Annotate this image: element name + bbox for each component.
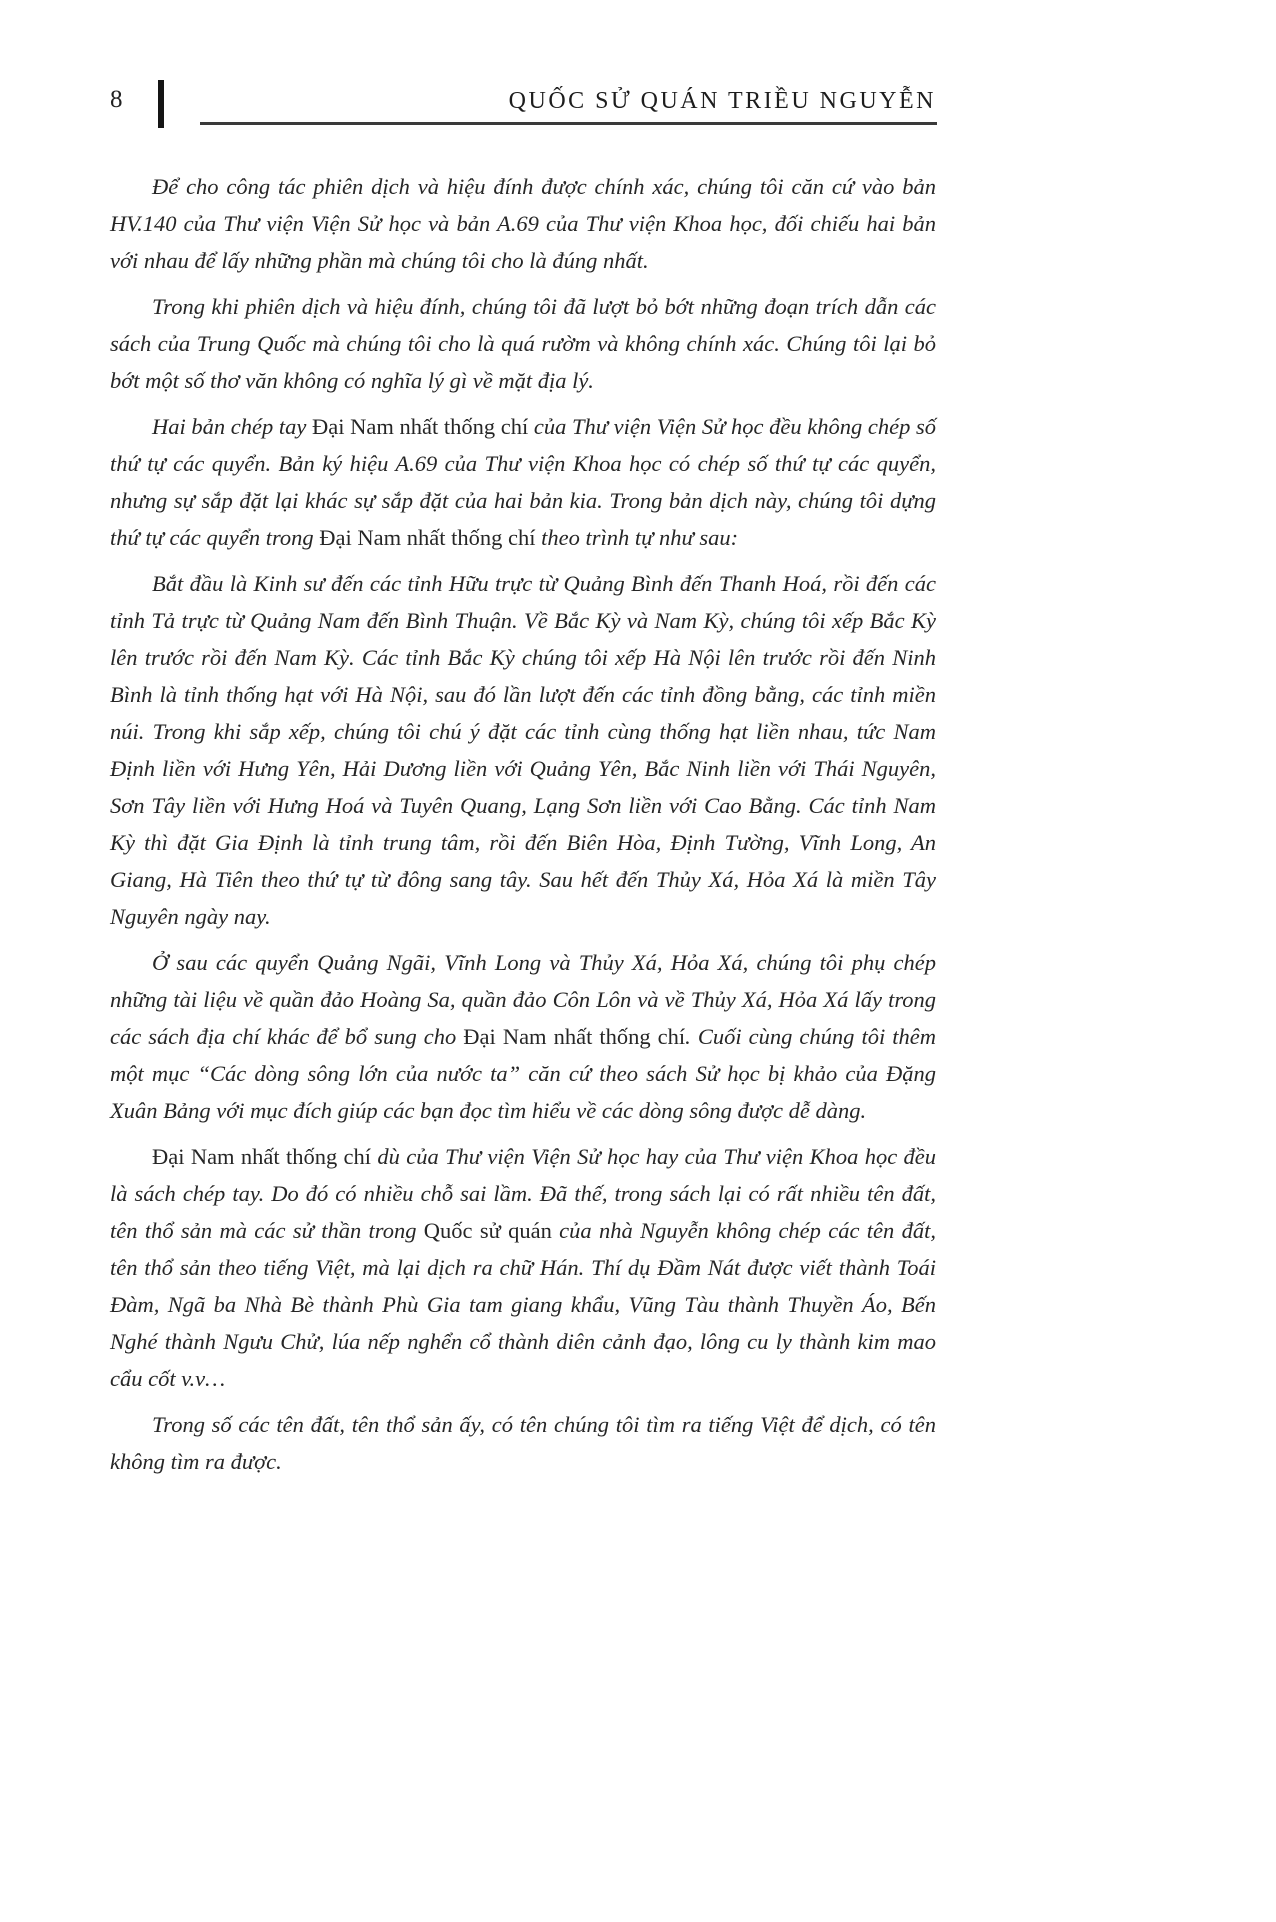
paragraph — [110, 565, 936, 935]
emphasized-title-text: Quốc sử quán — [423, 1218, 552, 1243]
body-text-segment: Hai bản chép tay — [152, 414, 312, 439]
body-text-segment: Trong khi phiên dịch và hiệu đính, chúng tôi đã lượt bỏ bớt những đoạn trích dẫn các sách của Trung Quốc mà chúng tôi cho là quá rườm và không chính xác. Chúng tôi lại bỏ bớt một số thơ văn không có nghĩa lý gì về mặt địa lý. — [110, 294, 936, 393]
body-text — [110, 168, 936, 1489]
body-text-segment: Bắt đầu là Kinh sư đến các tỉnh Hữu trực từ Quảng Bình đến Thanh Hoá, rồi đến các tỉnh Tả trực từ Quảng Nam đến Bình Thuận. Về Bắc Kỳ và Nam Kỳ, chúng tôi xếp Bắc Kỳ lên trước rồi đến Nam Kỳ. Các tỉnh Bắc Kỳ chúng tôi xếp Hà Nội lên trước rồi đến Ninh Bình là tỉnh thống hạt với Hà Nội, sau đó lần lượt đến các tỉnh đồng bằng, các tỉnh miền núi. Trong khi sắp xếp, chúng tôi chú ý đặt các tỉnh cùng thống hạt liền nhau, tức Nam Định liền với Hưng Yên, Hải Dương liền với Quảng Yên, Bắc Ninh liền với Thái Nguyên, Sơn Tây liền với Hưng Hoá và Tuyên Quang, Lạng Sơn liền với Cao Bằng. Các tỉnh Nam Kỳ thì đặt Gia Định là tỉnh trung tâm, rồi đến Biên Hòa, Định Tường, Vĩnh Long, An Giang, Hà Tiên theo thứ tự từ đông sang tây. Sau hết đến Thủy Xá, Hỏa Xá là miền Tây Nguyên ngày nay. — [110, 571, 936, 929]
paragraph — [110, 1406, 936, 1480]
running-header: QUỐC SỬ QUÁN TRIỀU NGUYỄN — [508, 88, 936, 114]
body-text-segment: Để cho công tác phiên dịch và hiệu đính được chính xác, chúng tôi căn cứ vào bản HV.140 của Thư viện Viện Sử học và bản A.69 của Thư viện Khoa học, đối chiếu hai bản với nhau để lấy những phần mà chúng tôi cho là đúng nhất. — [110, 174, 936, 273]
emphasized-title-text: Đại Nam nhất thống chí — [463, 1024, 686, 1049]
emphasized-title-text: Đại Nam nhất thống chí — [319, 525, 536, 550]
header-rule — [200, 122, 937, 125]
emphasized-title-text: Đại Nam nhất thống chí — [152, 1144, 372, 1169]
body-text-segment: của nhà Nguyễn không chép các tên đất, tên thổ sản theo tiếng Việt, mà lại dịch ra chữ Hán. Thí dụ Đầm Nát được viết thành Toái Đàm, Ngã ba Nhà Bè thành Phù Gia tam giang khẩu, Vũng Tàu thành Thuyền Áo, Bến Nghé thành Ngưu Chử, lúa nếp nghển cổ thành diên cảnh đạo, lông cu ly thành kim mao cẩu cốt v.v… — [110, 1218, 936, 1391]
paragraph — [110, 408, 936, 556]
page-number: 8 — [110, 86, 123, 113]
body-text-segment: Trong số các tên đất, tên thổ sản ấy, có tên chúng tôi tìm ra tiếng Việt để dịch, có tên không tìm ra được. — [110, 1412, 936, 1474]
body-text-segment: theo trình tự như sau: — [535, 525, 739, 550]
paragraph — [110, 1138, 936, 1397]
body-text-segment: của Thư viện Viện Sử học đều không chép số thứ tự các quyển. Bản ký hiệu A.69 của Thư viện Khoa học có chép số thứ tự các quyển, nhưng sự sắp đặt lại khác sự sắp đặt của hai bản kia. Trong bản dịch này, chúng tôi dựng thứ tự các quyển trong — [110, 414, 936, 550]
paragraph — [110, 168, 936, 279]
paragraph — [110, 944, 936, 1129]
body-text-segment: Ở sau các quyển Quảng Ngãi, Vĩnh Long và Thủy Xá, Hỏa Xá, chúng tôi phụ chép những tài liệu về quần đảo Hoàng Sa, quần đảo Côn Lôn và về Thủy Xá, Hỏa Xá lấy trong các sách địa chí khác để bổ sung cho — [110, 950, 936, 1049]
paragraph — [110, 288, 936, 399]
header-divider-bar — [158, 80, 164, 128]
body-text-segment: . Cuối cùng chúng tôi thêm một mục “Các dòng sông lớn của nước ta” căn cứ theo sách Sử học bị khảo của Đặng Xuân Bảng với mục đích giúp các bạn đọc tìm hiểu về các dòng sông được dễ dàng. — [110, 1024, 936, 1123]
body-text-segment: dù của Thư viện Viện Sử học hay của Thư viện Khoa học đều là sách chép tay. Do đó có nhiều chỗ sai lầm. Đã thế, trong sách lại có rất nhiều tên đất, tên thổ sản mà các sử thần trong — [110, 1144, 937, 1243]
emphasized-title-text: Đại Nam nhất thống chí — [311, 414, 529, 439]
